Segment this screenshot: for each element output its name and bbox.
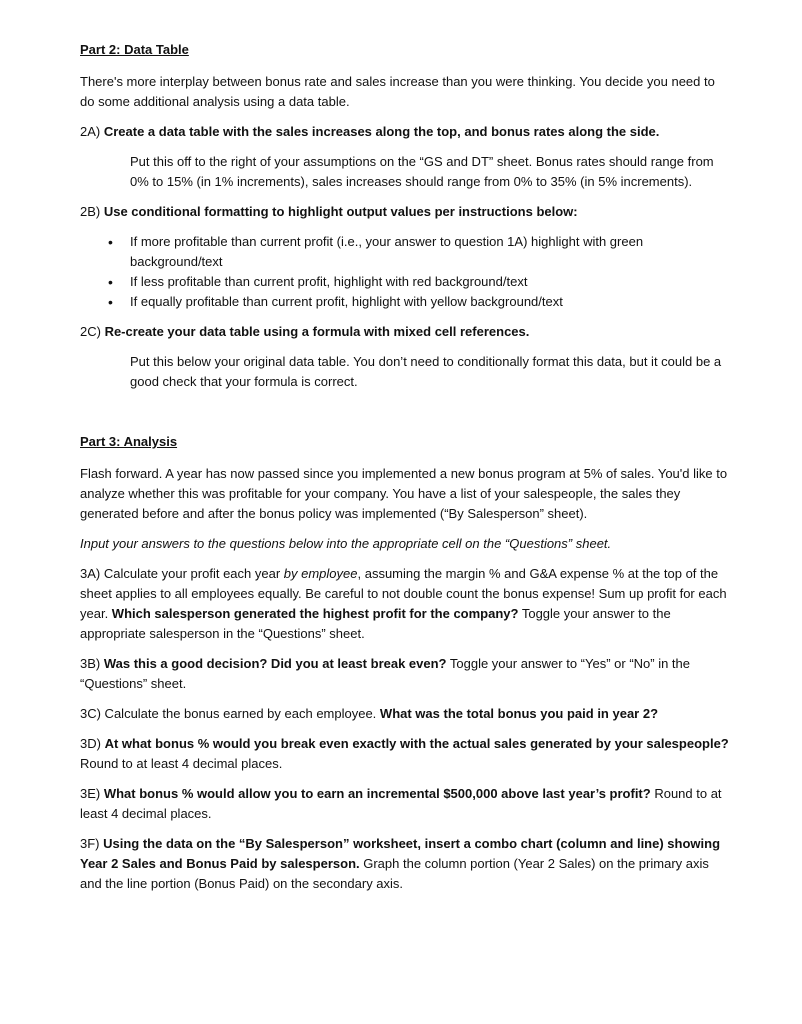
question-3a-text-b: , assuming the margin % and G&A expense % at the top of the sheet applies to all employees equally. Be careful to not double count the bonus expense! Sum up profit for each year.	[80, 566, 727, 621]
question-3d-text: Round to at least 4 decimal places.	[80, 756, 283, 771]
list-item	[80, 292, 730, 312]
question-3a-question: Which salesperson generated the highest profit for the company?	[111, 606, 519, 621]
question-2c-text: Re-create your data table using a formula with mixed cell references.	[104, 324, 530, 339]
question-3d	[80, 734, 730, 774]
question-2a-detail: Put this off to the right of your assumptions on the “GS and DT” sheet. Bonus rates should range from 0% to 15% (in 1% increments), sales increases should range from 0% to 35% (in 5% increments).	[130, 154, 714, 189]
list-item	[80, 272, 730, 292]
list-item-text: If equally profitable than current profit, highlight with yellow background/text	[130, 294, 563, 309]
question-2a-text: Create a data table with the sales increases along the top, and bonus rates along the side.	[103, 124, 660, 139]
question-3e-label: 3E)	[80, 786, 104, 801]
question-2c	[80, 322, 730, 342]
part3-instruction: Input your answers to the questions below into the appropriate cell on the “Questions” sheet.	[80, 536, 612, 551]
question-2b-label: 2B)	[80, 204, 104, 219]
question-3e-question: What bonus % would allow you to earn an incremental $500,000 above last year’s profit?	[103, 786, 651, 801]
question-3b	[80, 654, 730, 694]
question-3f	[80, 834, 730, 894]
part2-heading: Part 2: Data Table	[80, 42, 189, 57]
question-3c	[80, 704, 730, 724]
question-3e	[80, 784, 730, 824]
question-3a-emphasis: by employee	[283, 566, 358, 581]
question-3f-text: Graph the column portion (Year 2 Sales) on the primary axis and the line portion (Bonus Paid) on the secondary axis.	[80, 856, 709, 891]
question-3c-question: What was the total bonus you paid in year 2?	[379, 706, 659, 721]
list-item-text: If less profitable than current profit, highlight with red background/text	[130, 274, 528, 289]
bullet-icon: •	[108, 234, 113, 250]
question-2c-label: 2C)	[80, 324, 105, 339]
conditional-format-list	[80, 232, 730, 312]
bullet-icon: •	[108, 274, 113, 290]
question-2b	[80, 202, 730, 222]
part2-intro: There's more interplay between bonus rate and sales increase than you were thinking. You decide you need to do some additional analysis using a data table.	[80, 74, 715, 109]
question-3b-label: 3B)	[80, 656, 104, 671]
question-3f-question: Using the data on the “By Salesperson” worksheet, insert a combo chart (column and line) showing Year 2 Sales and Bonus Paid by salesperson.	[80, 836, 721, 871]
list-item	[80, 232, 730, 272]
part3-intro: Flash forward. A year has now passed since you implemented a new bonus program at 5% of sales. You'd like to analyze whether this was profitable for your company. You have a list of your salespeople, the sales they generated before and after the bonus policy was implemented (“By Salesperson” sheet).	[80, 466, 728, 521]
document-page	[80, 40, 730, 904]
section-spacer	[80, 402, 730, 432]
bullet-icon: •	[108, 294, 113, 310]
question-2c-detail: Put this below your original data table. You don’t need to conditionally format this data, but it could be a good check that your formula is correct.	[130, 354, 722, 389]
question-3a	[80, 564, 730, 644]
list-item-text: If more profitable than current profit (i.e., your answer to question 1A) highlight with green background/text	[130, 234, 644, 269]
question-3f-label: 3F)	[80, 836, 104, 851]
question-3d-label: 3D)	[80, 736, 105, 751]
question-3b-text: Toggle your answer to “Yes” or “No” in the “Questions” sheet.	[80, 656, 691, 691]
question-3b-question: Was this a good decision? Did you at least break even?	[103, 656, 447, 671]
question-2a-label: 2A)	[80, 124, 104, 139]
question-3c-text: 3C) Calculate the bonus earned by each employee.	[80, 706, 380, 721]
part3-heading: Part 3: Analysis	[80, 434, 178, 449]
question-2b-text: Use conditional formatting to highlight output values per instructions below:	[103, 204, 578, 219]
question-3e-text: Round to at least 4 decimal places.	[80, 786, 722, 821]
question-3a-text-c: Toggle your answer to the appropriate salesperson in the “Questions” sheet.	[80, 606, 671, 641]
question-3d-question: At what bonus % would you break even exactly with the actual sales generated by your salespeople?	[104, 736, 729, 751]
question-3a-text-a: 3A) Calculate your profit each year	[80, 566, 284, 581]
question-2a	[80, 122, 730, 142]
